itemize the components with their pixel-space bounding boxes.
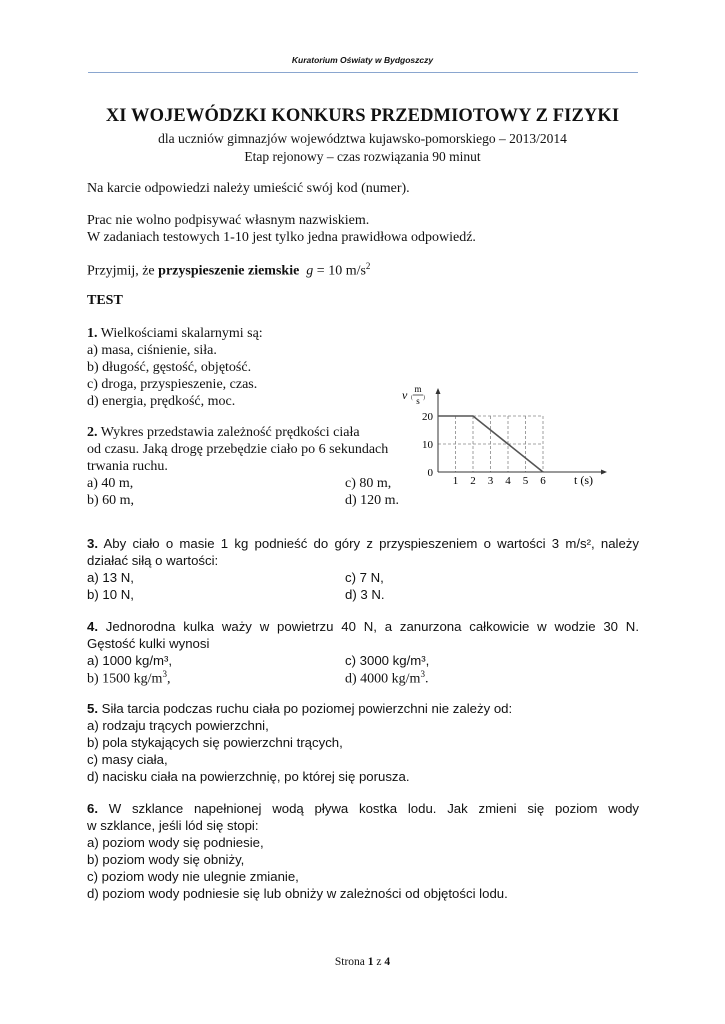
q4-option-b-text: b) 1500 kg/m — [87, 671, 163, 687]
subtitle-stage: Etap rejonowy – czas rozwiązania 90 minut — [244, 149, 481, 164]
q6-option-c: c) poziom wody nie ulegnie zmianie, — [87, 869, 299, 884]
gravity-bold: przyspieszenie ziemskie — [158, 263, 300, 279]
q2-line1: Wykres przedstawia zależność prędkości ciała — [97, 425, 360, 440]
q2-stem — [87, 425, 360, 441]
subtitle-audience: dla uczniów gimnazjów województwa kujawsko-pomorskiego – 2013/2014 — [158, 131, 567, 146]
q4-option-b-exp: 3 — [162, 669, 167, 679]
q6-stem — [87, 801, 639, 816]
gravity-symbol: g — [306, 263, 314, 279]
gravity-value: = 10 m/s — [313, 263, 366, 279]
footer-prefix: Strona — [334, 956, 368, 968]
q6-option-a: a) poziom wody się podniesie, — [87, 835, 264, 850]
x-tick-label: 3 — [487, 475, 494, 487]
q3-stem — [87, 536, 639, 551]
q2-option-b: b) 60 m, — [87, 493, 135, 508]
q1-option-d: d) energia, prędkość, moc. — [87, 394, 236, 409]
q5-option-a: a) rodzaju trących powierzchni, — [87, 718, 269, 733]
footer-middle: z — [373, 956, 385, 968]
q3-line1: Aby ciało o masie 1 kg podnieść do góry z przyspieszeniem o wartości 3 m/s², należy — [98, 536, 639, 551]
y-axis-unit-num: m — [414, 384, 422, 394]
q1-number: 1. — [87, 326, 98, 341]
x-tick-label: 4 — [505, 475, 511, 487]
q2-option-c: c) 80 m, — [345, 476, 392, 491]
q6-option-b: b) poziom wody się obniży, — [87, 852, 245, 867]
y-tick-label: 10 — [422, 439, 433, 451]
gravity-exponent: 2 — [365, 261, 371, 271]
q5-line1: Siła tarcia podczas ruchu ciała po poziomej powierzchni nie zależy od: — [98, 701, 513, 716]
q3-option-d: d) 3 N. — [345, 587, 385, 602]
q4-option-d-exp: 3 — [420, 669, 425, 679]
q4-option-d-text: d) 4000 kg/m — [345, 671, 421, 687]
x-axis-arrow — [601, 470, 607, 475]
instruction-gravity — [87, 261, 370, 280]
q5-option-c: c) masy ciała, — [87, 752, 168, 767]
q3-option-a: a) 13 N, — [87, 570, 134, 585]
q1-text: Wielkościami skalarnymi są: — [97, 326, 263, 341]
instruction-no-sign: Prac nie wolno podpisywać własnym nazwiskiem. — [87, 213, 370, 228]
q4-option-b — [87, 669, 170, 688]
velocity-time-chart — [398, 376, 618, 488]
q1-option-b: b) długość, gęstość, objętość. — [87, 360, 252, 375]
x-tick-label: 2 — [470, 475, 476, 487]
page-title: XI WOJEWÓDZKI KONKURS PRZEDMIOTOWY Z FIZYKI — [105, 106, 620, 126]
x-tick-label: 6 — [540, 475, 546, 487]
footer-total-pages: 4 — [384, 956, 391, 968]
y-axis-bracket-right: ) — [423, 395, 425, 401]
q2-option-a: a) 40 m, — [87, 476, 134, 491]
q4-option-c: c) 3000 kg/m³, — [345, 653, 430, 668]
chart-grid — [438, 416, 543, 472]
q1-option-c: c) droga, przyspieszenie, czas. — [87, 377, 258, 392]
gravity-prefix: Przyjmij, że — [87, 263, 159, 279]
q3-number: 3. — [87, 536, 98, 551]
instruction-one-answer: W zadaniach testowych 1-10 jest tylko jedna prawidłowa odpowiedź. — [87, 230, 476, 245]
q2-option-d: d) 120 m. — [345, 493, 400, 508]
header-divider — [88, 72, 638, 73]
q5-option-d: d) nacisku ciała na powierzchnię, po której się porusza. — [87, 769, 410, 784]
q2-line2: od czasu. Jaką drogę przebędzie ciało po 6 sekundach — [87, 442, 389, 457]
q2-line3: trwania ruchu. — [87, 459, 168, 474]
page-footer — [0, 956, 725, 968]
y-tick-label: 0 — [427, 467, 433, 479]
q4-line2: Gęstość kulki wynosi — [87, 636, 210, 651]
q2-number: 2. — [87, 425, 98, 440]
q4-option-d-end: . — [424, 671, 429, 687]
footer-page-number: 1 — [367, 956, 374, 968]
q5-number: 5. — [87, 701, 98, 716]
q4-option-a: a) 1000 kg/m³, — [87, 653, 173, 668]
y-axis-arrow — [436, 388, 441, 394]
q3-line2: działać siłą o wartości: — [87, 553, 219, 568]
q4-stem — [87, 619, 639, 634]
q6-number: 6. — [87, 801, 98, 816]
x-axis-label: t (s) — [574, 473, 593, 487]
header-institution: Kuratorium Oświaty w Bydgoszczy — [291, 55, 434, 65]
q1-stem — [87, 326, 263, 342]
q5-stem — [87, 701, 512, 716]
q6-option-d: d) poziom wody podniesie się lub obniży w zależności od objętości lodu. — [87, 886, 508, 901]
y-tick-label: 20 — [422, 411, 433, 423]
q6-line1: W szklance napełnionej wodą pływa kostka lodu. Jak zmieni się poziom wody — [98, 801, 639, 816]
y-axis-symbol: v — [402, 388, 408, 402]
q4-line1: Jednorodna kulka waży w powietrzu 40 N, a zanurzona całkowicie w wodzie 30 N. — [98, 619, 639, 634]
q4-option-d — [345, 669, 428, 688]
x-tick-label: 1 — [452, 475, 459, 487]
q4-number: 4. — [87, 619, 98, 634]
q3-option-b: b) 10 N, — [87, 587, 134, 602]
y-axis-bracket-left: ( — [411, 395, 413, 401]
x-tick-label: 5 — [522, 475, 529, 487]
q3-option-c: c) 7 N, — [345, 570, 384, 585]
instruction-code: Na karcie odpowiedzi należy umieścić swój kod (numer). — [87, 181, 410, 196]
q5-option-b: b) pola stykających się powierzchni trących, — [87, 735, 343, 750]
y-axis-unit-den: s — [416, 396, 420, 406]
section-title: TEST — [87, 293, 123, 308]
q6-line2: w szklance, jeśli lód się stopi: — [87, 818, 259, 833]
q1-option-a: a) masa, ciśnienie, siła. — [87, 343, 217, 358]
q4-option-b-end: , — [166, 671, 171, 687]
